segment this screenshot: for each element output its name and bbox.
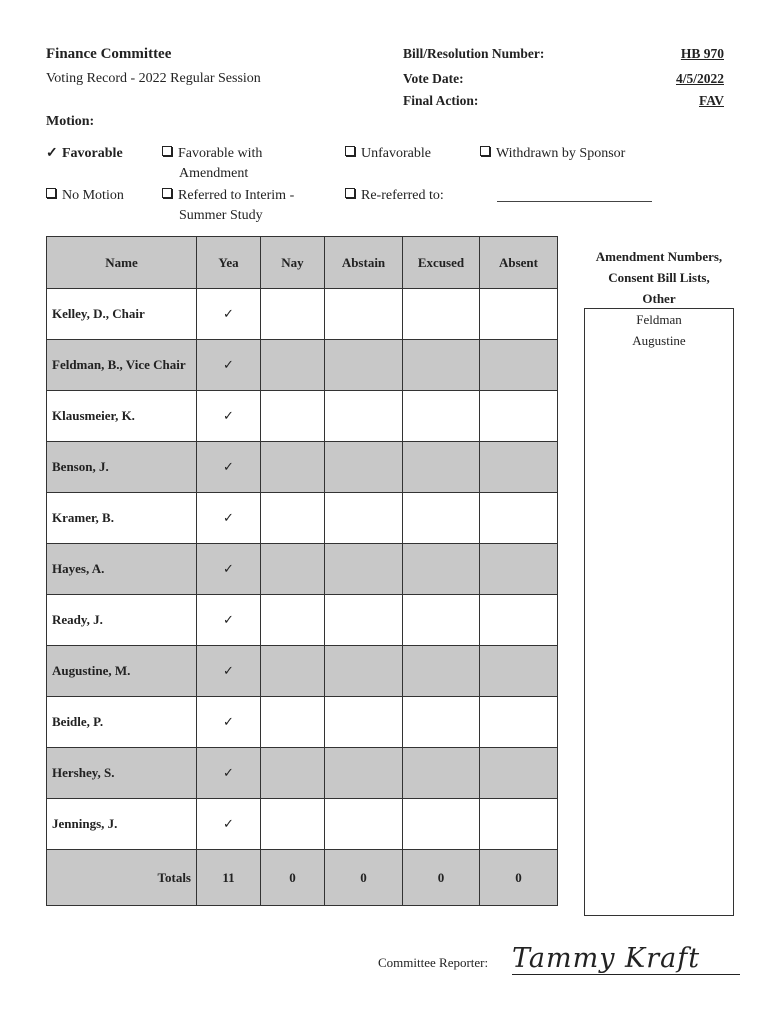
yea-check: ✓ [197,340,261,391]
checkbox-icon [345,188,355,198]
reporter-signature: Tammy Kraft [512,943,740,975]
committee-reporter-label: Committee Reporter: [378,955,489,970]
col-header-name: Name [47,237,197,289]
fav-amend-label-2: Amendment [179,166,249,181]
member-name: Beidle, P. [47,697,197,748]
member-name: Hayes, A. [47,544,197,595]
vote-date-label: Vote Date: [403,71,464,86]
no-motion-label: No Motion [62,188,124,203]
motion-option-interim[interactable] [162,186,294,226]
table-row [47,391,558,442]
col-header-excused: Excused [403,237,480,289]
totals-row [47,850,558,906]
session-subtitle: Voting Record - 2022 Regular Session [46,71,261,86]
amendments-header-line-3: Other [642,291,676,306]
total-nay: 0 [261,850,325,906]
member-name: Augustine, M. [47,646,197,697]
motion-option-no-motion[interactable] [46,186,124,206]
total-yea: 11 [197,850,261,906]
member-name: Kelley, D., Chair [47,289,197,340]
table-header-row [47,237,558,289]
interim-label-2: Summer Study [179,208,263,223]
col-header-nay: Nay [261,237,325,289]
amendments-header-line-1: Amendment Numbers, [595,249,723,264]
motion-option-favorable-amendment[interactable] [162,144,262,184]
motion-option-withdrawn[interactable] [480,144,625,164]
totals-label: Totals [47,850,197,906]
table-row [47,799,558,850]
yea-check: ✓ [197,697,261,748]
unfavorable-label: Unfavorable [361,146,431,161]
member-name: Benson, J. [47,442,197,493]
yea-check: ✓ [197,391,261,442]
fav-amend-label: Favorable with [178,146,263,161]
amendments-header-line-2: Consent Bill Lists, [608,270,710,285]
yea-check: ✓ [197,442,261,493]
rereferred-label: Re-referred to: [361,188,444,203]
bill-number-value: HB 970 [680,46,724,61]
yea-check: ✓ [197,646,261,697]
member-name: Feldman, B., Vice Chair [47,340,197,391]
member-name: Klausmeier, K. [47,391,197,442]
total-excused: 0 [403,850,480,906]
total-absent: 0 [480,850,558,906]
votes-table [46,236,558,906]
member-name: Jennings, J. [47,799,197,850]
motion-option-unfavorable[interactable] [345,144,431,164]
checkbox-icon [46,188,56,198]
yea-check: ✓ [197,748,261,799]
col-header-yea: Yea [197,237,261,289]
yea-check: ✓ [197,289,261,340]
table-row [47,646,558,697]
table-row [47,442,558,493]
table-row [47,748,558,799]
total-abstain: 0 [325,850,403,906]
col-header-absent: Absent [480,237,558,289]
yea-check: ✓ [197,493,261,544]
favorable-label: Favorable [62,146,123,161]
member-name: Hershey, S. [47,748,197,799]
checkbox-icon [162,146,172,156]
checkbox-icon [480,146,490,156]
yea-check: ✓ [197,799,261,850]
yea-check: ✓ [197,595,261,646]
amendment-item: Augustine [632,333,686,348]
interim-label: Referred to Interim - [178,188,295,203]
col-header-abstain: Abstain [325,237,403,289]
vote-date-value: 4/5/2022 [675,71,724,86]
amendments-header [584,246,734,309]
member-name: Kramer, B. [47,493,197,544]
committee-title: Finance Committee [46,46,172,62]
checkmark-icon: ✓ [46,146,58,161]
final-action-label: Final Action: [403,93,479,108]
motion-option-favorable[interactable] [46,144,123,164]
table-row [47,340,558,391]
table-row [47,544,558,595]
final-action-value: FAV [698,93,724,108]
checkbox-icon [345,146,355,156]
table-row [47,493,558,544]
member-name: Ready, J. [47,595,197,646]
motion-option-rereferred[interactable] [345,186,444,206]
amendment-item: Feldman [636,312,682,327]
table-row [47,289,558,340]
table-row [47,595,558,646]
withdrawn-label: Withdrawn by Sponsor [496,146,626,161]
yea-check: ✓ [197,544,261,595]
bill-number-label: Bill/Resolution Number: [403,46,545,61]
rereferred-line [497,201,652,202]
table-row [47,697,558,748]
amendments-box [584,308,734,916]
checkbox-icon [162,188,172,198]
motion-label: Motion: [46,114,95,129]
